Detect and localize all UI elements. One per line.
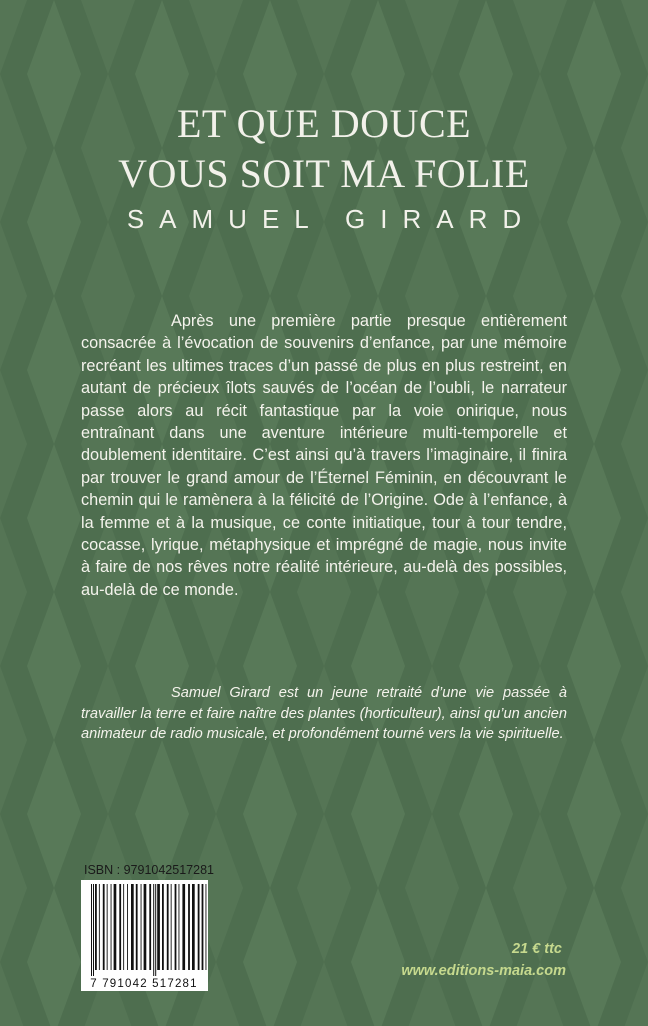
barcode-bar: [127, 884, 128, 970]
barcode-bar: [141, 884, 142, 970]
summary-paragraph: Après une première partie presque entièrement consacrée à l’évocation de souvenirs d’enfance, par une mémoire recréant les ultimes traces d’un passé de plus en plus restreint, en autant de précieux îlots sauvés de l’océan de l’oubli, le narrateur passe alors au récit fantastique par la voie onirique, nous entraînant dans une aventure intérieure multi-temporelle et doublement identitaire. C’est ainsi qu’à travers l’imaginaire, il finira par trouver le grand amour de l’Éternel Féminin, en découvrant le chemin qui le ramènera à la félicité de l’Origine. Ode à l’enfance, à la femme et à la musique, ce conte initiatique, tour à tour tendre, cocasse, lyrique, métaphysique et imprégné de magie, nous invite à faire de nos rêves notre réalité intérieure, au-delà des possibles, au-delà de ce monde.: [81, 312, 567, 599]
book-title-line-2: VOUS SOIT MA FOLIE: [118, 151, 530, 196]
barcode-bar: [175, 884, 177, 970]
barcode-bar: [144, 884, 147, 970]
barcode-bar: [162, 884, 164, 970]
barcode-bar: [149, 884, 151, 970]
barcode: [81, 880, 208, 991]
barcode-bar: [192, 884, 195, 970]
book-summary: [81, 310, 567, 601]
book-title-line-1: ET QUE DOUCE: [176, 101, 472, 146]
barcode-bar: [167, 884, 169, 970]
barcode-bar: [103, 884, 105, 970]
barcode-bar: [188, 884, 190, 970]
barcode-bar: [93, 884, 94, 976]
barcode-bar: [179, 884, 180, 970]
barcode-bar: [136, 884, 138, 970]
barcode-bar: [155, 884, 156, 976]
barcode-bar: [111, 884, 112, 970]
author-biography: Samuel Girard est un jeune retraité d’une vie passée à travailler la terre et faire naître des plantes (horticulteur), ainsi qu’un ancien animateur de radio musicale, et profondément tourné vers la vie spirituelle.: [81, 685, 567, 742]
barcode-bars: [91, 884, 208, 976]
price-label: 21 € ttc: [512, 941, 562, 957]
barcode-bar: [202, 884, 204, 970]
barcode-digits: 7 791042 517281: [90, 978, 198, 990]
author-name: SAMUEL GIRARD: [126, 204, 537, 234]
barcode-bar: [119, 884, 121, 970]
barcode-bar: [99, 884, 100, 970]
barcode-bar: [114, 884, 117, 970]
barcode-bar: [198, 884, 200, 970]
barcode-bar: [157, 884, 160, 970]
barcode-bar: [153, 884, 154, 976]
barcode-bar: [171, 884, 172, 970]
isbn-label: ISBN : 9791042517281: [84, 863, 214, 877]
barcode-bar: [206, 884, 207, 970]
barcode-bar: [182, 884, 185, 970]
publisher-website: www.editions-maia.com: [401, 963, 566, 979]
barcode-bar: [95, 884, 97, 970]
barcode-bar: [131, 884, 134, 970]
barcode-bar: [91, 884, 92, 976]
barcode-bar: [107, 884, 108, 970]
barcode-bar: [123, 884, 124, 970]
